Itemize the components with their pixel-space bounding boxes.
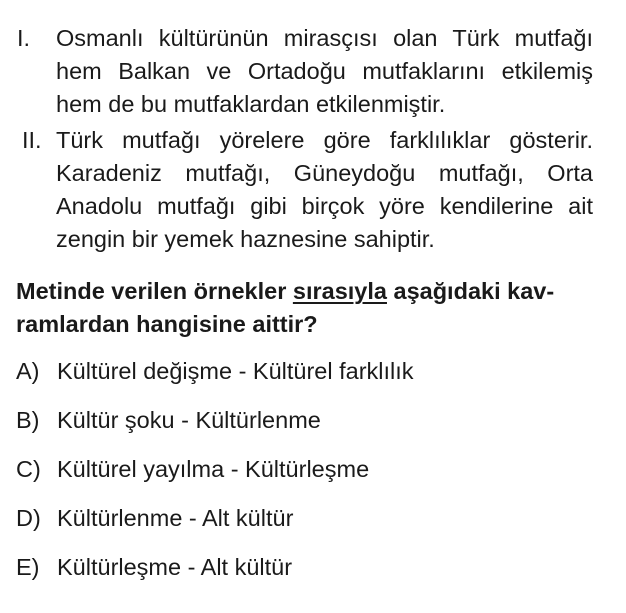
premise-1-text [56,22,593,121]
option-d-letter: D) [16,505,41,531]
premise-2-numeral: II. [22,127,42,153]
premise-2-line-1: Türk mutfağı yörelere göre farklılıklar gösterir. [56,127,593,153]
option-c-text: Kültürel yayılma - Kültürleşme [57,456,370,482]
option-b-text: Kültür şoku - Kültürlenme [57,407,321,433]
option-a-letter: A) [16,358,40,384]
premise-2-line-2: Karadeniz mutfağı, Güneydoğu mutfağı, Orta [56,160,593,186]
question-stem [16,275,593,341]
option-a[interactable] [16,356,414,386]
option-d-text: Kültürlenme - Alt kültür [57,505,294,531]
question-line-2: ramlardan hangisine aittir? [16,311,318,337]
option-a-text: Kültürel değişme - Kültürel farklılık [57,358,414,384]
question-part-1: Metinde verilen örnekler [16,278,293,304]
option-b[interactable] [16,405,321,435]
premise-1-numeral: I. [17,25,31,51]
option-d[interactable] [16,503,293,533]
question-part-2: aşağıdaki kav- [386,278,555,304]
option-e[interactable] [16,552,292,582]
premise-2-text [56,124,593,256]
question-underlined-word: sırasıyla [292,278,387,304]
question-line-1 [16,275,593,308]
option-e-letter: E) [16,554,40,580]
premise-2-line-3: Anadolu mutfağı gibi birçok yöre kendilerine ait [56,193,593,219]
premise-1-line-3: hem de bu mutfaklardan etkilenmiştir. [56,91,446,117]
option-e-text: Kültürleşme - Alt kültür [57,554,293,580]
option-b-letter: B) [16,407,40,433]
premise-1-line-2: hem Balkan ve Ortadoğu mutfaklarını etkilemiş [56,58,593,84]
option-c-letter: C) [16,456,41,482]
premise-2-line-4: zengin bir yemek haznesine sahiptir. [56,226,435,252]
premise-1-line-1: Osmanlı kültürünün mirasçısı olan Türk mutfağı [56,25,593,51]
option-c[interactable] [16,454,369,484]
